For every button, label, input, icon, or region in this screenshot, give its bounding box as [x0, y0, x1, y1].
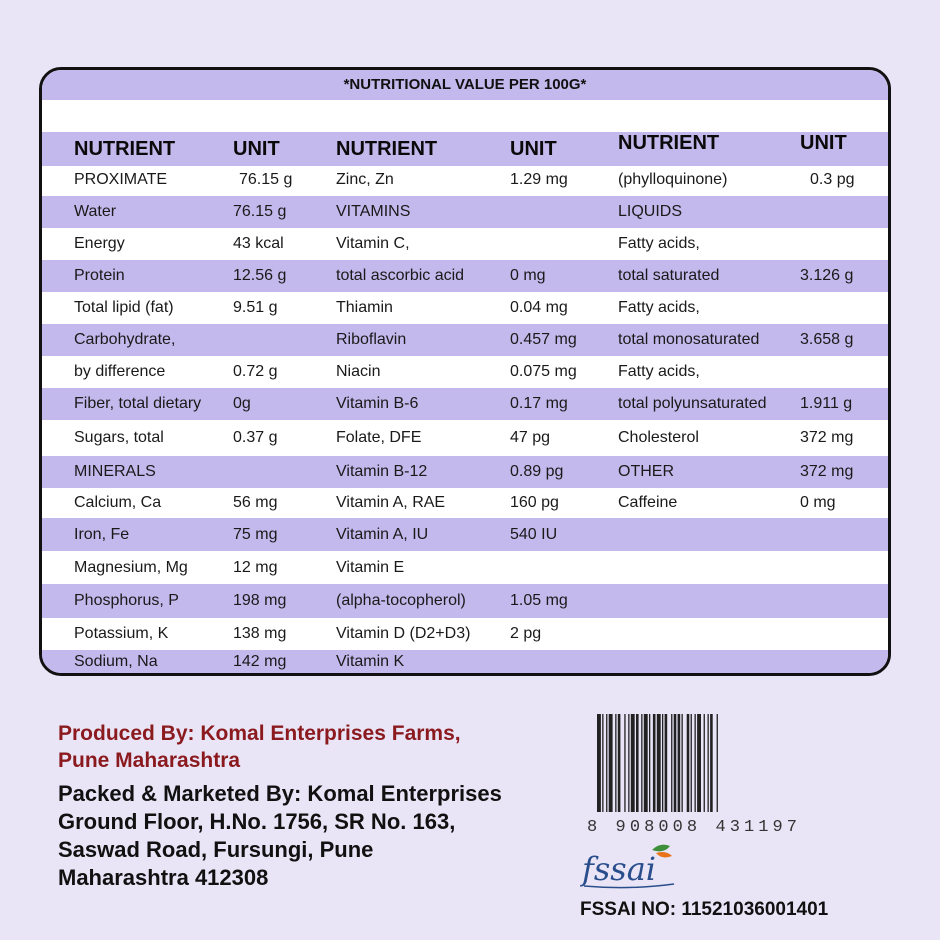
- barcode-bar: [710, 714, 713, 812]
- barcode-digits: 8 908008 431197: [587, 818, 797, 837]
- table-cell: 2 pg: [510, 625, 542, 642]
- barcode-bar: [653, 714, 656, 812]
- address-line: Saswad Road, Fursungi, Pune: [58, 837, 374, 862]
- table-row: [42, 228, 888, 260]
- table-row: [42, 356, 888, 388]
- table-cell: Cholesterol: [618, 429, 699, 446]
- barcode-bar: [649, 714, 650, 812]
- fssai-license-number: FSSAI NO: 11521036001401: [580, 899, 829, 920]
- table-cell: Magnesium, Mg: [74, 559, 188, 576]
- table-cell: 43 kcal: [233, 235, 284, 252]
- barcode-bar: [671, 714, 672, 812]
- column-header: NUTRIENT: [618, 132, 720, 154]
- table-cell: Protein: [74, 267, 125, 284]
- barcode-bar: [644, 714, 648, 812]
- barcode-bar: [628, 714, 629, 812]
- table-cell: 3.658 g: [800, 331, 854, 348]
- address-line: Packed & Marketed By: Komal Enterprises: [58, 781, 502, 806]
- barcode-bar: [691, 714, 692, 812]
- barcode-bar: [631, 714, 635, 812]
- barcode-bar: [717, 714, 718, 812]
- table-cell: Energy: [74, 235, 125, 252]
- fssai-logo-icon: [580, 842, 680, 892]
- column-header: NUTRIENT: [74, 138, 176, 160]
- table-cell: total ascorbic acid: [336, 267, 465, 284]
- table-cell: by difference: [74, 363, 166, 380]
- barcode-bar: [678, 714, 681, 812]
- table-cell: PROXIMATE: [74, 171, 168, 188]
- barcode-bar: [618, 714, 621, 812]
- table-row: [42, 518, 888, 551]
- table-cell: total monosaturated: [618, 331, 760, 348]
- barcode-bar: [602, 714, 603, 812]
- producer-line: Pune Maharashtra: [58, 749, 241, 772]
- table-cell: Caffeine: [618, 494, 678, 511]
- table-cell: (phylloquinone): [618, 171, 728, 188]
- barcode-bar: [606, 714, 607, 812]
- table-cell: Riboflavin: [336, 331, 407, 348]
- barcode-icon: [585, 712, 805, 837]
- table-title: *NUTRITIONAL VALUE PER 100G*: [42, 70, 888, 100]
- table-cell: 198 mg: [233, 592, 287, 609]
- table-cell: 1.911 g: [800, 395, 853, 412]
- column-header: NUTRIENT: [336, 138, 438, 160]
- table-cell: Vitamin A, IU: [336, 526, 429, 543]
- table-cell: LIQUIDS: [618, 203, 683, 220]
- table-cell: Fiber, total dietary: [74, 395, 202, 412]
- table-cell: 0 mg: [800, 494, 836, 511]
- table-cell: 142 mg: [233, 653, 287, 670]
- table-header-row: [42, 132, 888, 166]
- table-cell: 9.51 g: [233, 299, 278, 316]
- table-cell: 12 mg: [233, 559, 278, 576]
- table-cell: 138 mg: [233, 625, 287, 642]
- producer-line: Produced By: Komal Enterprises Farms,: [58, 722, 461, 745]
- producer-info: [58, 720, 461, 774]
- barcode-bar: [665, 714, 668, 812]
- table-cell: Vitamin B-12: [336, 463, 428, 480]
- table-row: [42, 260, 888, 292]
- table-row: [42, 292, 888, 324]
- barcode-bar: [687, 714, 690, 812]
- barcode-bar: [697, 714, 701, 812]
- table-cell: Vitamin K: [336, 653, 405, 670]
- table-cell: Vitamin C,: [336, 235, 410, 252]
- table-cell: 56 mg: [233, 494, 278, 511]
- fssai-logo-text: fssai: [582, 850, 656, 888]
- table-cell: 1.05 mg: [510, 592, 568, 609]
- table-cell: 160 pg: [510, 494, 559, 511]
- table-row: [42, 618, 888, 650]
- barcode-bar: [609, 714, 613, 812]
- table-cell: MINERALS: [74, 463, 156, 480]
- barcode-bar: [704, 714, 705, 812]
- table-cell: Folate, DFE: [336, 429, 422, 446]
- barcode-bar: [624, 714, 625, 812]
- table-row: [42, 584, 888, 618]
- table-cell: Vitamin E: [336, 559, 405, 576]
- table-cell: Vitamin D (D2+D3): [336, 625, 471, 642]
- table-row: [42, 324, 888, 356]
- packer-address: [58, 780, 502, 892]
- table-cell: 47 pg: [510, 429, 551, 446]
- table-cell: Total lipid (fat): [74, 299, 174, 316]
- table-row: [42, 420, 888, 456]
- table-cell: 0.3 pg: [810, 171, 855, 188]
- barcode-bar: [708, 714, 709, 812]
- table-cell: Sodium, Na: [74, 653, 158, 670]
- address-line: Maharashtra 412308: [58, 865, 269, 890]
- table-cell: 0.72 g: [233, 363, 278, 380]
- table-cell: Potassium, K: [74, 625, 169, 642]
- table-cell: 540 IU: [510, 526, 558, 543]
- table-cell: Iron, Fe: [74, 526, 130, 543]
- address-line: Ground Floor, H.No. 1756, SR No. 163,: [58, 809, 456, 834]
- table-cell: 0.17 mg: [510, 395, 568, 412]
- barcode-bar: [674, 714, 677, 812]
- table-cell: 0.04 mg: [510, 299, 568, 316]
- column-header: UNIT: [233, 138, 280, 160]
- table-cell: Niacin: [336, 363, 381, 380]
- barcode-bar: [657, 714, 661, 812]
- table-cell: Fatty acids,: [618, 363, 700, 380]
- table-cell: Thiamin: [336, 299, 393, 316]
- barcode-bar: [641, 714, 642, 812]
- table-row: [42, 650, 888, 673]
- barcode-bar: [695, 714, 696, 812]
- table-cell: OTHER: [618, 463, 674, 480]
- table-row: [42, 551, 888, 584]
- table-cell: 0.37 g: [233, 429, 278, 446]
- table-row: [42, 164, 888, 196]
- table-cell: 0g: [233, 395, 251, 412]
- column-header: UNIT: [800, 132, 847, 154]
- table-cell: total saturated: [618, 267, 720, 284]
- leaf-icon: [656, 852, 672, 857]
- barcode-bar: [636, 714, 639, 812]
- table-cell: (alpha-tocopherol): [336, 592, 466, 609]
- table-cell: Calcium, Ca: [74, 494, 162, 511]
- table-cell: total polyunsaturated: [618, 395, 767, 412]
- table-cell: Vitamin A, RAE: [336, 494, 446, 511]
- table-cell: Phosphorus, P: [74, 592, 179, 609]
- table-cell: Vitamin B-6: [336, 395, 419, 412]
- table-cell: 0.075 mg: [510, 363, 577, 380]
- table-cell: 0.457 mg: [510, 331, 577, 348]
- table-cell: Carbohydrate,: [74, 331, 176, 348]
- table-cell: Sugars, total: [74, 429, 164, 446]
- table-cell: 76.15 g: [233, 203, 287, 220]
- table-cell: Zinc, Zn: [336, 171, 394, 188]
- leaf-icon: [652, 845, 670, 852]
- table-cell: Fatty acids,: [618, 299, 700, 316]
- nutrition-panel: [39, 67, 891, 676]
- table-row: [42, 196, 888, 228]
- table-row: [42, 388, 888, 420]
- column-header: UNIT: [510, 138, 557, 160]
- barcode-bar: [682, 714, 683, 812]
- table-cell: 76.15 g: [239, 171, 293, 188]
- barcode-bar: [597, 714, 601, 812]
- table-cell: 75 mg: [233, 526, 278, 543]
- table-row: [42, 488, 888, 518]
- table-cell: 12.56 g: [233, 267, 287, 284]
- table-cell: 3.126 g: [800, 267, 854, 284]
- table-cell: Water: [74, 203, 117, 220]
- table-cell: Fatty acids,: [618, 235, 700, 252]
- table-row: [42, 456, 888, 488]
- barcode-bar: [615, 714, 616, 812]
- table-cell: 1.29 mg: [510, 171, 568, 188]
- barcode-bar: [662, 714, 663, 812]
- table-cell: 0 mg: [510, 267, 546, 284]
- table-cell: 0.89 pg: [510, 463, 564, 480]
- table-cell: 372 mg: [800, 463, 854, 480]
- table-cell: 372 mg: [800, 429, 854, 446]
- barcode-bars: [597, 714, 718, 812]
- table-cell: VITAMINS: [336, 203, 411, 220]
